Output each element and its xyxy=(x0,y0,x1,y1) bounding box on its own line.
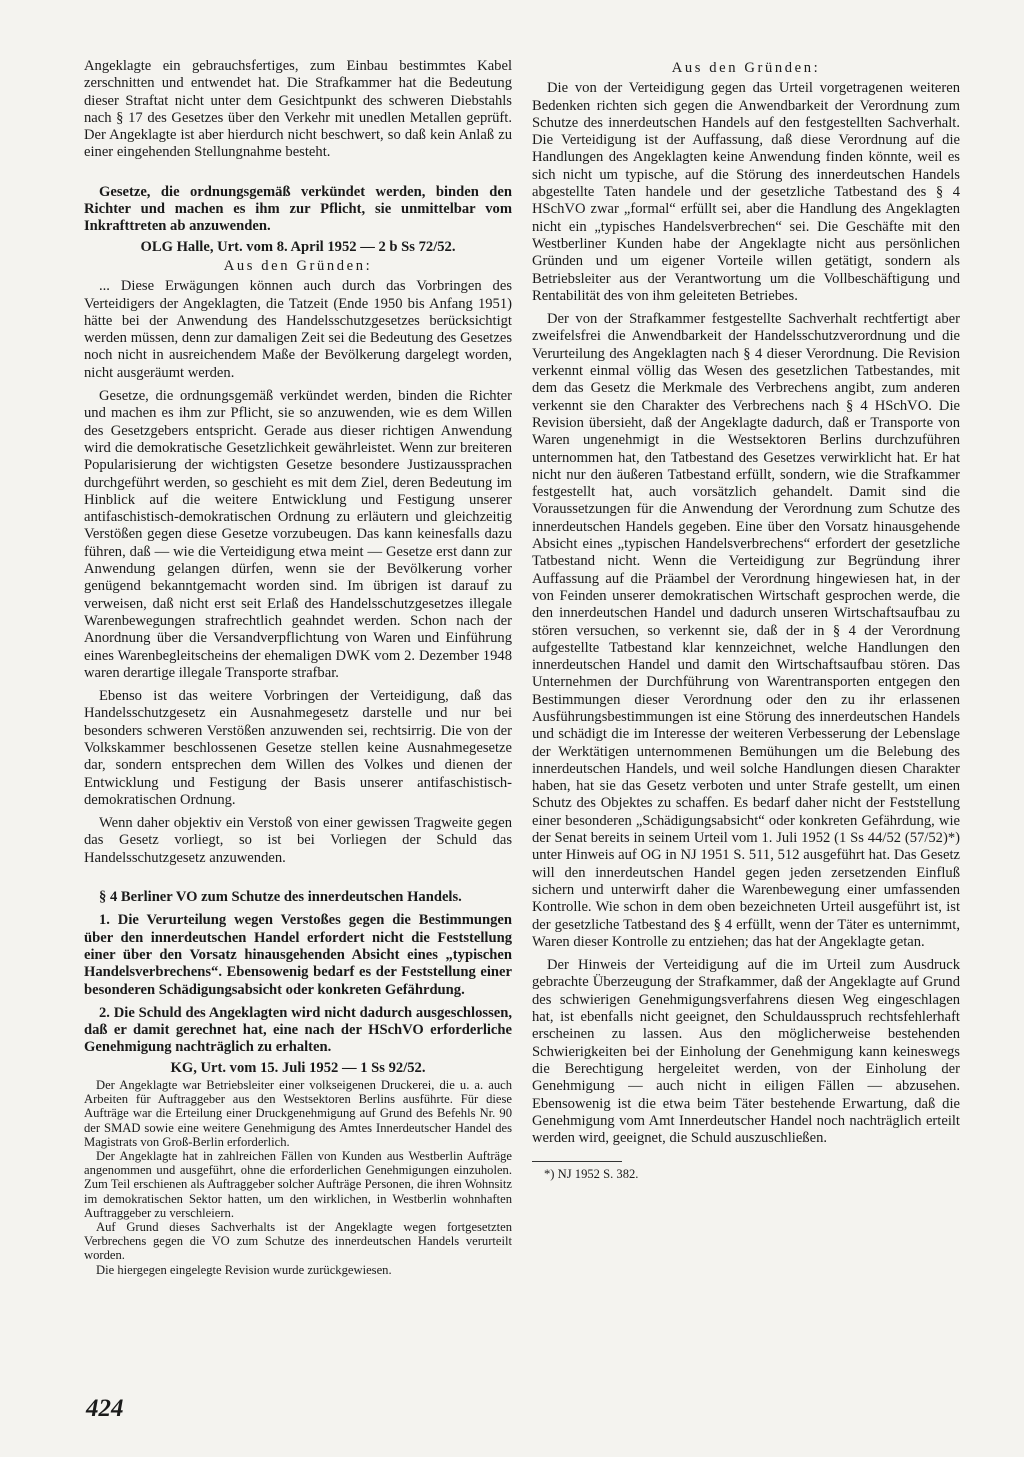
grounds-heading-right: Aus den Gründen: xyxy=(671,60,821,76)
carryover-paragraph: Angeklagte ein gebrauchsfertiges, zum Einbau bestimmtes Kabel zerschnitten und entwendet hat. Die Strafkammer hat die Bedeutung dieser Straftat nicht unter dem Gesichtpunkt des schweren Diebstahls nach § 17 des Gesetzes über den Verkehr mit unedlen Metallen geprüft. Der Angeklagte ist aber hierdurch nicht beschwert, so daß kein Anlaß zu einer eingehenden Stellungnahme besteht. xyxy=(84,58,512,161)
left-column xyxy=(84,58,512,1277)
facts-paragraph: Auf Grund dieses Sachverhalts ist der Angeklagte wegen fortgesetzten Verbrechens gegen die VO zum Schutze des innerdeutschen Handels verurteilt worden. xyxy=(84,1220,512,1263)
footnote: *) NJ 1952 S. 382. xyxy=(544,1167,639,1182)
headnote-2-item-1: 1. Die Verurteilung wegen Verstoßes gegen die Bestimmungen über den innerdeutschen Handel erfordert nicht die Feststellung einer über den Vorsatz hinausgehenden Absicht eines „typischen Handelsverbrechens“. Ebensowenig bedarf es der Feststellung einer besonderen Schädigungsabsicht oder konkreten Gefährdung. xyxy=(84,912,512,998)
headnote-1: Gesetze, die ordnungsgemäß verkündet werden, binden den Richter und machen es ihm zur Pflicht, sie unmittelbar vom Inkrafttreten ab anzuwenden. xyxy=(84,183,512,235)
right-column xyxy=(532,58,960,1184)
body-paragraph: Gesetze, die ordnungsgemäß verkündet werden, binden die Richter und machen es ihm zur Pflicht, sie so anzuwenden, wie es dem Willen des Gesetzgebers entspricht. Gerade aus dieser richtigen Anwendung wird die demokratische Gesetzlichkeit gewährleistet. Wenn zur breiteren Popularisierung der wichtigsten Gesetze besondere Justizaussprachen durchgeführt werden, so geschieht es mit dem Ziel, deren Bedeutung im Hinblick auf die weitere Entwicklung und Festigung unserer antifaschistisch-demokratischen Ordnung zu erläutern und gleichzeitig Verstößen gegen diese Gesetze vorzubeugen. Das kann keinesfalls dazu führen, daß — wie die Verteidigung etwa meint — Gesetze erst dann zur Anwendung gelangen dürfen, wenn sie der Bevölkerung vorher genügend bekanntgemacht worden sind. Im übrigen ist darauf zu verweisen, daß nicht erst seit Erlaß des Handelsschutzgesetzes illegale Warenbewegungen strafrechtlich geahndet werden. Schon nach der Anordnung über die Versandverpflichtung von Waren und Einführung eines Warenbegleitscheins der ehemaligen DWK vom 2. Dezember 1948 waren derartige illegale Transporte strafbar. xyxy=(84,388,512,681)
grounds-heading-left: Aus den Gründen: xyxy=(223,257,373,274)
citation-2: KG, Urt. vom 15. Juli 1952 — 1 Ss 92/52. xyxy=(170,1059,426,1076)
body-paragraph: Der Hinweis der Verteidigung auf die im Urteil zum Ausdruck gebrachte Überzeugung der Strafkammer, daß der Angeklagte auf Grund des schwierigen Genehmigungsverfahrens diesen Weg eingeschlagen hat, ist ebenfalls nicht geeignet, den Schuldausspruch rechtsfehlerhaft erscheinen zu lassen. Aus den möglicherweise bestehenden Schwierigkeiten bei der Einholung der Genehmigung kann keineswegs die Berechtigung hergeleitet werden, von der Einholung der Genehmigung — auch nicht in eiligen Fällen — abzusehen. Ebensowenig ist die etwa beim Täter bestehende Erwartung, daß die Genehmigung vom Amt Innerdeutscher Handel noch nachträglich erteilt werden wird, geeignet, die Schuld auszuschließen. xyxy=(532,957,960,1147)
body-paragraph: Wenn daher objektiv ein Verstoß von einer gewissen Tragweite gegen das Gesetz vorliegt, so ist bei Vorliegen der Schuld das Handelsschutzgesetz anzuwenden. xyxy=(84,815,512,866)
footnote-divider xyxy=(532,1161,622,1162)
body-paragraph: Die von der Verteidigung gegen das Urteil vorgetragenen weiteren Bedenken richten sich gegen die Anwendbarkeit der Verordnung zum Schutze des innerdeutschen Handels auf den festgestellten Sachverhalt. Die Verteidigung ist der Auffassung, daß diese Verordnung auf die Handlungen des Angeklagten keine Anwendung finden könnte, weil es sich nicht um typische, auf die Störung des innerdeutschen Handels abgestellte Taten handele und der gesetzliche Tatbestand des § 4 HSchVO zwar „formal“ erfüllt sei, aber die Handlung des Angeklagten nicht ein „typisches Handelsverbrechen“ sei. Die Geschäfte mit den Westberliner Kunden habe der Angeklagte nicht aus persönlichen Gründen und um eigener Vorteile willen getätigt, sondern als Betriebsleiter aus der Verantwortung um die Vollbeschäftigung und Rentabilität des von ihm geleiteten Betriebes. xyxy=(532,80,960,304)
facts-paragraph: Der Angeklagte hat in zahlreichen Fällen von Kunden aus Westberlin Aufträge angenommen und ausgeführt, ohne die erforderlichen Genehmigungen einzuholen. Zum Teil erschienen als Auftraggeber solcher Aufträge Personen, die ihren Wohnsitz im demokratischen Sektor hatten, um den wirklichen, in Westberlin wohnhaften Auftraggeber zu verschleiern. xyxy=(84,1149,512,1220)
facts-paragraph: Der Angeklagte war Betriebsleiter einer volkseigenen Druckerei, die u. a. auch Arbeiten für Auftraggeber aus den Westsektoren Berlins ausführte. Für diese Aufträge war die Erteilung einer Druckgenehmigung auf Grund des Befehls Nr. 90 der SMAD sowie eine weitere Genehmigung des Amtes Innerdeutscher Handel des Magistrats von Groß-Berlin erforderlich. xyxy=(84,1078,512,1149)
headnote-2-item-2: 2. Die Schuld des Angeklagten wird nicht dadurch ausgeschlossen, daß er damit gerechnet hat, eine nach der HSchVO erforderliche Genehmigung nachträglich zu erhalten. xyxy=(84,1004,512,1056)
body-paragraph: Ebenso ist das weitere Vorbringen der Verteidigung, daß das Handelsschutzgesetz ein Ausnahmegesetz darstelle und nur bei besonders schweren Verstößen anzuwenden sei, rechtsirrig. Die von der Volkskammer beschlossenen Gesetze stellen keine Ausnahmegesetze dar, sondern entsprechen dem Willen des Volkes und dienen der Entwicklung und Festigung der Basis unserer antifaschistisch-demokratischen Ordnung. xyxy=(84,688,512,808)
facts-block xyxy=(84,1078,512,1277)
body-paragraph: Der von der Strafkammer festgestellte Sachverhalt rechtfertigt aber zweifelsfrei die Anwendbarkeit der Handelsschutzverordnung und die Verurteilung des Angeklagten nach § 4 dieser Verordnung. Die Revision verkennt einmal völlig das Wesen des gesetzlichen Tatbestandes, mit dem das Gesetz die Merkmale des Verbrechens angibt, zum anderen verkennt sie den Charakter des Verbrechens nach § 4 HSchVO. Die Revision übersieht, daß der Angeklagte dadurch, daß er Transporte von Waren ungenehmigt in die Westsektoren Berlins durchzuführen unternommen hat, den Tatbestand des Gesetzes verwirklicht hat. Er hat nicht nur den äußeren Tatbestand erfüllt, sondern, wie die Strafkammer festgestellt hat, auch vorsätzlich gehandelt. Damit sind die Voraussetzungen für die Anwendung der Verordnung zum Schutze des innerdeutschen Handels gegeben. Eine über den Vorsatz hinausgehende Absicht eines „typischen Handelsverbrechens“ erfordert der gesetzliche Tatbestand nicht. Wenn die Verteidigung zur Begründung ihrer Auffassung auf die Präambel der Verordnung hingewiesen hat, in der von Feinden unserer demokratischen Wirtschaft gesprochen werde, die den innerdeutschen Handel und dadurch unseren Wirtschaftsaufbau zu stören versuchen, so verkennt sie, daß der in § 4 der Verordnung aufgestellte Tatbestand klar kennzeichnet, welche Handlungen den innerdeutschen Handel und damit den Wirtschaftsaufbau stören. Das Unternehmen der Durchführung von Warentransporten entgegen den Bestimmungen dieser Verordnung oder den zu ihr erlassenen Ausführungsbestimmungen ist eine Störung des innerdeutschen Handels und schädigt die im Interesse der weiteren Verbesserung der Lebenslage der Werktätigen unternommenen Bemühungen um die Belebung des innerdeutschen Handels, und weil solche Handlungen diesen Charakter haben, hat sie das Gesetz verboten und unter Strafe gestellt, um einen Schutz des Objektes zu schaffen. Es bedarf daher nicht der Feststellung einer besonderen „Schädigungsabsicht“ oder konkreten Gefährdung, wie der Senat bereits in seinem Urteil vom 1. Juli 1952 (1 Ss 44/52 (57/52)*) unter Hinweis auf OG in NJ 1951 S. 511, 512 ausgeführt hat. Das Gesetz will den innerdeutschen Handel gegen jeden zersetzenden Einfluß sichern und unterwirft daher die Warenbewegung einer umfassenden Kontrolle. Wie schon in dem oben bezeichneten Urteil ausgeführt ist, ist der gesetzliche Tatbestand des § 4 erfüllt, wenn der Täter es unternimmt, Waren dieser Kontrolle zu entziehen; das hat der Angeklagte getan. xyxy=(532,311,960,950)
page-number: 424 xyxy=(86,1395,124,1422)
citation-1: OLG Halle, Urt. vom 8. April 1952 — 2 b Ss 72/52. xyxy=(140,238,456,255)
headnote-2-title: § 4 Berliner VO zum Schutze des innerdeutschen Handels. xyxy=(99,889,462,906)
facts-paragraph: Die hiergegen eingelegte Revision wurde zurückgewiesen. xyxy=(96,1262,392,1277)
body-paragraph: ... Diese Erwägungen können auch durch das Vorbringen des Verteidigers der Angeklagten, die Tatzeit (Ende 1950 bis Anfang 1951) hätte bei der Anwendung des Handelsschutzgesetzes berücksichtigt werden müssen, denn zur damaligen Zeit sei die Bedeutung des Gesetzes noch nicht in ausreichendem Maße der Bevölkerung dargelegt worden, nicht ausgeräumt werden. xyxy=(84,278,512,381)
